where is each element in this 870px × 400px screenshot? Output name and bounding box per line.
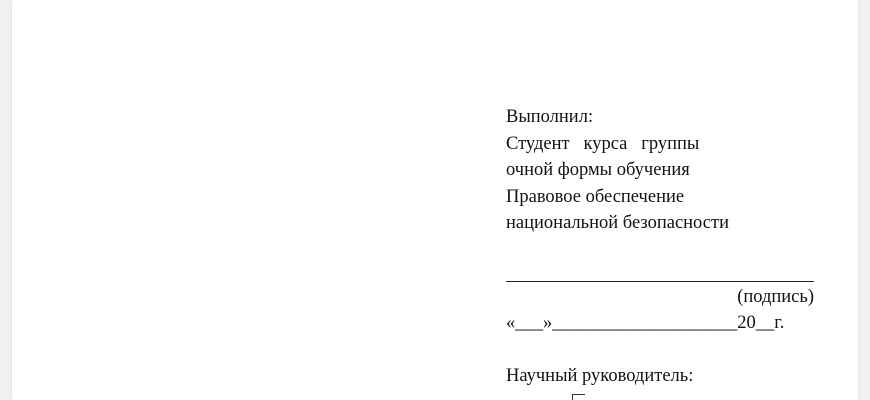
spacer [506,237,826,263]
study-form-line: очной формы обучения [506,160,690,180]
supervisor-label: Научный руководитель: [506,365,694,386]
cut-off-text-fragment [572,394,585,400]
student-course-group-line: Студент курса группы [506,133,700,154]
program-line-1: Правовое обеспечение [506,186,685,207]
spacer-2 [506,337,826,363]
program-line-2: национальной безопасности [506,213,729,233]
performed-label: Выполнил: [506,107,594,127]
document-page [12,0,858,400]
signature-caption: (подпись) [737,286,814,307]
date-line: «___»____________________20__г. [506,313,785,333]
signature-line [506,263,814,282]
author-info-block [506,104,826,389]
